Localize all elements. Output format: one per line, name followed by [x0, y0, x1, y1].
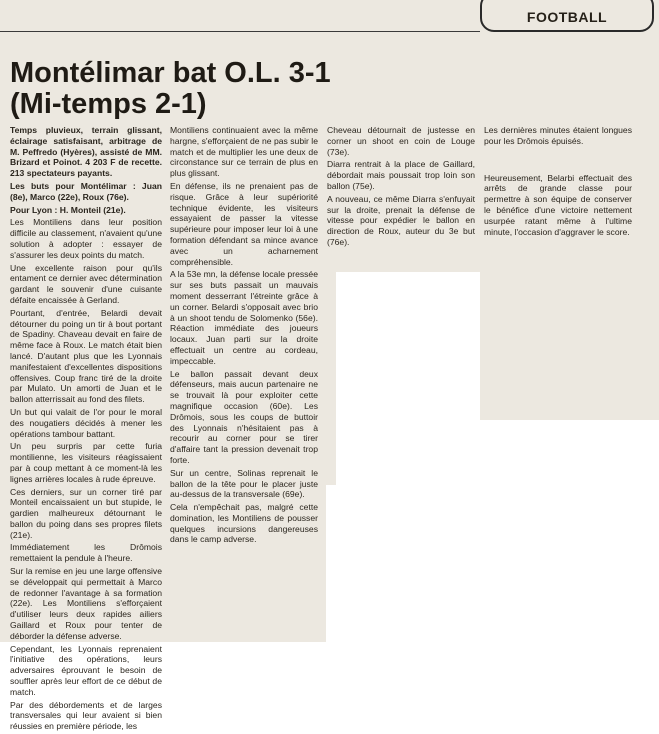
- paragraph: Pourtant, d'entrée, Belardi devait détourner du poing un tir à bout portant de Spadiny. Chaveau devait en faire de même face à Roux. Le match était bien lancé. D'autant plus que les Lyonnais manifestaient d'excellentes dispositions offensives. Coup franc tiré de la droite par Mulato. Un amorti de Juan et le ballon atterrissait au fond des filets.: [10, 307, 162, 405]
- paragraph: En défense, ils ne prenaient pas de risque. Grâce à leur supériorité technique évidente, les visiteurs essayaient de passer la vitesse supérieure pour imposer leur loi à une formation défendant sa mince avance avec un acharnement compréhensible.: [170, 180, 318, 267]
- goals-montelimar: Les buts pour Montélimar : Juan (8e), Marco (22e), Roux (76e).: [10, 180, 162, 202]
- paragraph: Heureusement, Belarbi effectuait des arrêts de grande classe pour permettre à son équipe de conserver le bénéfice d'une victoire nettement usurpée ratant même à l'ultime minute, l'occasion d'aggraver le score.: [484, 172, 632, 237]
- header-rule: [0, 31, 480, 32]
- paragraph: Diarra rentrait à la place de Gaillard, débordait mais poussait trop loin son ballon (75e).: [327, 159, 475, 191]
- article-column-2: [170, 125, 318, 547]
- paragraph: Les Montiliens dans leur position difficile au classement, n'avaient qu'une solution à adopter : essayer de s'assurer les deux points du match.: [10, 217, 162, 260]
- paragraph: Immédiatement les Drômois remettaient la pendule à l'heure.: [10, 542, 162, 564]
- paragraph: Les dernières minutes étaient longues pour les Drômois épuisés.: [484, 125, 632, 146]
- paragraph: Un but qui valait de l'or pour le moral des nougatiers décidés à mener les opérations tambour battant.: [10, 406, 162, 439]
- paragraph: Le ballon passait devant deux défenseurs, mais aucun partenaire ne se trouvait là pour exploiter cette magnifique occasion (60e). Les Drômois, sous les coups de buttoir des Lyonnais n'hésitaient pas à recourir au corner pour se tirer d'affaire tant la pression devenait trop forte.: [170, 368, 318, 465]
- paragraph: A la 53e mn, la défense locale pressée sur ses buts passait un mauvais moment desserrant l'étreinte grâce à un corner. Belardi s'opposait avec brio à un shoot tendu de Solomenko (56e). Réaction immédiate des joueurs locaux. Juan parti sur la droite effectuait un centre au cordeau, impeccable.: [170, 269, 318, 366]
- match-info: Temps pluvieux, terrain glissant, éclairage satisfaisant, arbitrage de M. Peffredo (Hyères), assisté de MM. Brizard et Poinot. 4 203 F de recette. 213 spectateurs payants.: [10, 125, 162, 179]
- article-column-3: [327, 125, 475, 250]
- article-column-1: [10, 125, 162, 734]
- paragraph: Une excellente raison pour qu'ils entament ce dernier avec détermination gardant le souvenir d'une cuisante défaite encaissée à Gerland.: [10, 262, 162, 305]
- paragraph: Montiliens continuaient avec la même hargne, s'efforçaient de ne pas subir le match et de multiplier les une deux de circonstance sur ce terrain de plus en plus glissant.: [170, 125, 318, 179]
- headline-line-2: (Mi-temps 2-1): [10, 88, 207, 120]
- paragraph: Cela n'empêchait pas, malgré cette domination, les Montiliens de pousser quelques incursions dangereuses dans le camp adverse.: [170, 502, 318, 545]
- paragraph: Sur la remise en jeu une large offensive se développait qui permettait à Marco de redonner l'avantage à sa formation (22e). Les Montiliens s'efforçaient d'utiliser leurs deux rapides ailiers Gaillard et Roux pour tenter de déborder la défense adverse.: [10, 566, 162, 641]
- paragraph: Un peu surpris par cette furia montilienne, les visiteurs réagissaient par à coup mettant à ce moment-là les lignes arrières locales à rude épreuve.: [10, 441, 162, 484]
- article-column-4: [484, 125, 632, 239]
- paragraph: Cependant, les Lyonnais reprenaient l'initiative des opérations, leurs adversaires éprouvant le besoin de souffler après leur effort de ce début de match.: [10, 643, 162, 697]
- goals-lyon: Pour Lyon : H. Monteil (21e).: [10, 204, 126, 215]
- paragraph: Sur un centre, Solinas reprenait le ballon de la tête pour le placer juste au-dessus de la transversale (69e).: [170, 467, 318, 500]
- paragraph: Par des débordements et de larges transversales qui leur avaient si bien réussies en première période, les: [10, 699, 162, 732]
- paragraph: A nouveau, ce même Diarra s'enfuyait sur la droite, prenait la défense de vitesse pour expédier le ballon en direction de Roux, auteur du 3e but (76e).: [327, 193, 475, 247]
- paragraph: Ces derniers, sur un corner tiré par Monteil encaissaient un but stupide, le gardien malheureux détournant le ballon du poing dans ses propres filets (21e).: [10, 486, 162, 540]
- paragraph: Cheveau détournait de justesse en corner un shoot en coin de Louge (73e).: [327, 125, 475, 157]
- headline-line-1: Montélimar bat O.L. 3-1: [10, 57, 331, 89]
- section-tag: FOOTBALL: [480, 0, 654, 32]
